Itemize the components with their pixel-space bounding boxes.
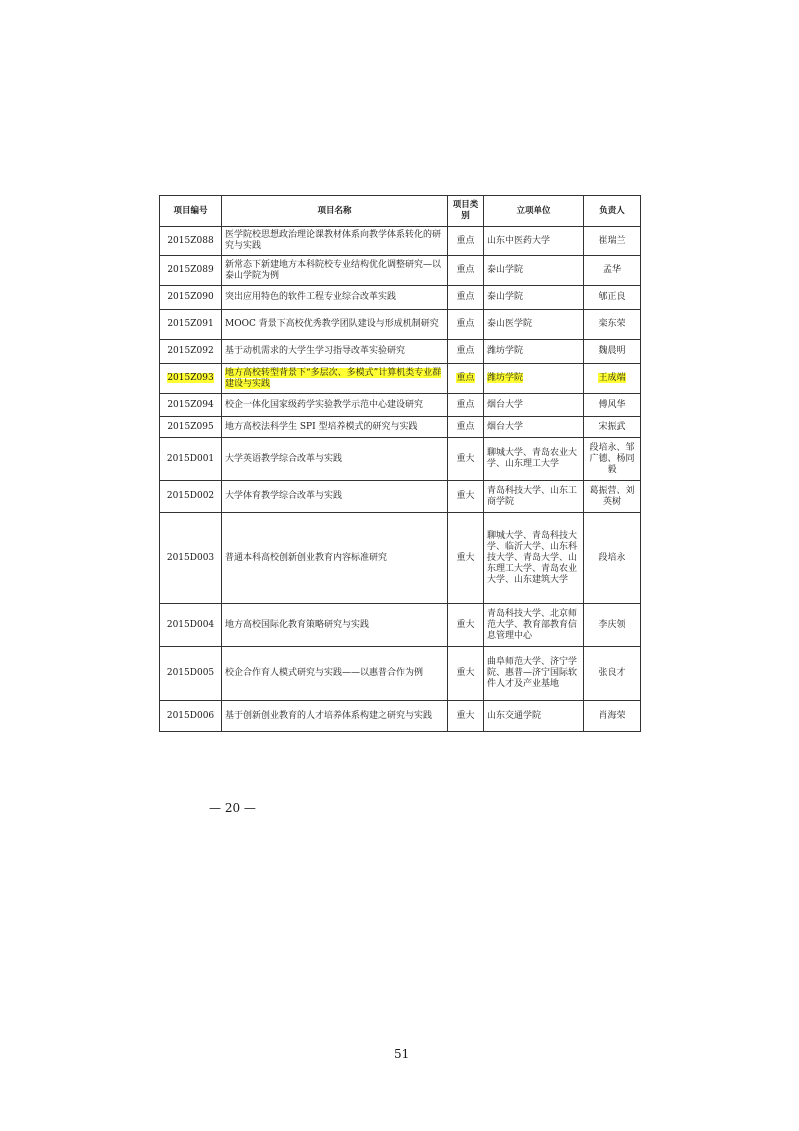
cell-id-text: 2015Z092 bbox=[167, 346, 214, 356]
cell-id bbox=[160, 340, 222, 364]
cell-unit bbox=[484, 481, 584, 513]
cell-type bbox=[448, 227, 484, 256]
cell-lead bbox=[584, 417, 641, 438]
table-row bbox=[160, 701, 641, 732]
cell-lead-text: 宋振武 bbox=[598, 421, 626, 432]
cell-id-text: 2015Z088 bbox=[167, 235, 214, 246]
cell-type bbox=[448, 310, 484, 340]
cell-type bbox=[448, 256, 484, 286]
cell-id-text: 2015Z094 bbox=[167, 399, 214, 410]
cell-name bbox=[222, 227, 448, 256]
cell-name bbox=[222, 647, 448, 701]
cell-name-text: 基于创新创业教育的人才培养体系构建之研究与实践 bbox=[225, 710, 433, 721]
cell-unit-text: 青岛科技大学、山东工商学院 bbox=[487, 485, 578, 507]
cell-id bbox=[160, 227, 222, 256]
project-table bbox=[159, 195, 641, 732]
cell-type bbox=[448, 364, 484, 394]
cell-type bbox=[448, 481, 484, 513]
cell-unit bbox=[484, 394, 584, 417]
cell-id bbox=[160, 513, 222, 604]
cell-type bbox=[448, 513, 484, 604]
cell-id-text: 2015Z093 bbox=[167, 373, 214, 383]
cell-type-text: 重点 bbox=[456, 235, 475, 246]
cell-unit-text: 潍坊学院 bbox=[487, 373, 524, 383]
cell-lead-text: 崔瑞兰 bbox=[598, 235, 626, 246]
cell-name bbox=[222, 364, 448, 394]
table-row bbox=[160, 604, 641, 647]
cell-unit-text: 聊城大学、青岛科技大学、临沂大学、山东科技大学、青岛大学、山东理工大学、青岛农业大学、山东建筑大学 bbox=[487, 530, 578, 585]
cell-unit bbox=[484, 227, 584, 256]
cell-lead-text: 魏晨明 bbox=[598, 346, 626, 356]
cell-name bbox=[222, 481, 448, 513]
cell-unit bbox=[484, 604, 584, 647]
cell-type-text: 重大 bbox=[456, 619, 475, 630]
cell-lead-text: 张良才 bbox=[598, 668, 626, 678]
cell-type-text: 重大 bbox=[456, 552, 475, 563]
cell-type bbox=[448, 701, 484, 732]
cell-type bbox=[448, 604, 484, 647]
cell-lead bbox=[584, 604, 641, 647]
cell-name bbox=[222, 394, 448, 417]
cell-lead bbox=[584, 256, 641, 286]
cell-unit bbox=[484, 340, 584, 364]
cell-lead bbox=[584, 438, 641, 481]
cell-lead bbox=[584, 364, 641, 394]
cell-name bbox=[222, 513, 448, 604]
cell-lead-text: 王成端 bbox=[598, 373, 626, 383]
cell-lead-text: 段培永、邹广德、杨同毅 bbox=[589, 442, 635, 475]
cell-unit-text: 烟台大学 bbox=[487, 399, 524, 410]
cell-lead-text: 郇正良 bbox=[598, 292, 626, 302]
cell-type-text: 重大 bbox=[456, 453, 475, 464]
cell-id bbox=[160, 438, 222, 481]
cell-id-text: 2015Z090 bbox=[167, 292, 214, 302]
table-row bbox=[160, 227, 641, 256]
cell-type-text: 重大 bbox=[456, 668, 475, 678]
cell-name bbox=[222, 286, 448, 310]
table-row bbox=[160, 310, 641, 340]
cell-name-text: MOOC 背景下高校优秀教学团队建设与形成机制研究 bbox=[225, 319, 439, 329]
cell-unit bbox=[484, 647, 584, 701]
cell-unit bbox=[484, 310, 584, 340]
cell-lead bbox=[584, 310, 641, 340]
cell-type-text: 重点 bbox=[456, 373, 475, 383]
table-row bbox=[160, 364, 641, 394]
cell-name bbox=[222, 256, 448, 286]
cell-name-text: 基于动机需求的大学生学习指导改革实验研究 bbox=[225, 346, 406, 356]
cell-id bbox=[160, 647, 222, 701]
cell-lead-text: 肖海荣 bbox=[598, 710, 626, 721]
cell-type-text: 重点 bbox=[456, 399, 475, 410]
cell-id bbox=[160, 481, 222, 513]
cell-name bbox=[222, 438, 448, 481]
cell-id-text: 2015D006 bbox=[166, 710, 215, 721]
cell-name bbox=[222, 604, 448, 647]
page-number: 51 bbox=[394, 1047, 410, 1061]
table-row bbox=[160, 417, 641, 438]
cell-id-text: 2015D004 bbox=[166, 619, 215, 630]
header-name: 项目名称 bbox=[222, 196, 448, 227]
cell-name bbox=[222, 310, 448, 340]
cell-lead bbox=[584, 340, 641, 364]
cell-lead-text: 栾东荣 bbox=[598, 319, 626, 329]
header-id: 项目编号 bbox=[160, 196, 222, 227]
cell-id-text: 2015D003 bbox=[166, 552, 215, 563]
page-footer-label: — 20 — bbox=[209, 801, 256, 815]
cell-unit-text: 曲阜师范大学、济宁学院、惠普—济宁国际软件人才及产业基地 bbox=[487, 657, 578, 689]
cell-id-text: 2015D001 bbox=[166, 453, 215, 464]
cell-name-text: 校企一体化国家级药学实验教学示范中心建设研究 bbox=[225, 399, 424, 410]
cell-unit bbox=[484, 286, 584, 310]
cell-type bbox=[448, 647, 484, 701]
cell-id bbox=[160, 604, 222, 647]
cell-id-text: 2015Z089 bbox=[167, 265, 214, 275]
cell-unit bbox=[484, 417, 584, 438]
cell-lead bbox=[584, 481, 641, 513]
cell-unit-text: 泰山医学院 bbox=[487, 319, 533, 329]
cell-name-text: 地方高校转型背景下“多层次、多模式”计算机类专业群建设与实践 bbox=[225, 367, 442, 389]
cell-unit bbox=[484, 513, 584, 604]
cell-id-text: 2015Z091 bbox=[167, 319, 214, 329]
cell-type bbox=[448, 417, 484, 438]
table-row bbox=[160, 394, 641, 417]
header-unit: 立项单位 bbox=[484, 196, 584, 227]
cell-lead-text: 李庆领 bbox=[598, 619, 626, 630]
cell-id bbox=[160, 364, 222, 394]
table-row bbox=[160, 438, 641, 481]
cell-type-text: 重点 bbox=[456, 421, 475, 432]
table-row bbox=[160, 513, 641, 604]
cell-id bbox=[160, 394, 222, 417]
header-lead: 负责人 bbox=[584, 196, 641, 227]
cell-lead-text: 孟华 bbox=[602, 265, 621, 275]
cell-type-text: 重点 bbox=[456, 319, 475, 329]
cell-id bbox=[160, 286, 222, 310]
cell-name-text: 普通本科高校创新创业教育内容标准研究 bbox=[225, 552, 388, 563]
cell-type-text: 重点 bbox=[456, 265, 475, 275]
cell-unit-text: 聊城大学、青岛农业大学、山东理工大学 bbox=[487, 448, 578, 469]
cell-lead-text: 傅风华 bbox=[598, 399, 626, 410]
cell-lead bbox=[584, 286, 641, 310]
cell-lead bbox=[584, 647, 641, 701]
cell-id-text: 2015D005 bbox=[166, 668, 215, 678]
cell-type bbox=[448, 394, 484, 417]
table-row bbox=[160, 286, 641, 310]
cell-lead bbox=[584, 394, 641, 417]
cell-lead bbox=[584, 701, 641, 732]
cell-unit bbox=[484, 438, 584, 481]
cell-unit-text: 山东中医药大学 bbox=[487, 235, 551, 246]
cell-unit-text: 青岛科技大学、北京师范大学、教育部教育信息管理中心 bbox=[487, 608, 578, 641]
cell-name-text: 新常态下新建地方本科院校专业结构优化调整研究—以泰山学院为例 bbox=[225, 259, 442, 281]
table-row bbox=[160, 481, 641, 513]
cell-name bbox=[222, 701, 448, 732]
cell-unit-text: 泰山学院 bbox=[487, 292, 524, 302]
cell-id-text: 2015D002 bbox=[166, 491, 215, 501]
table-body bbox=[160, 227, 641, 732]
cell-name-text: 校企合作育人模式研究与实践——以惠普合作为例 bbox=[225, 668, 424, 678]
cell-type-text: 重大 bbox=[456, 710, 475, 721]
cell-unit-text: 潍坊学院 bbox=[487, 346, 524, 356]
cell-lead bbox=[584, 227, 641, 256]
cell-name-text: 突出应用特色的软件工程专业综合改革实践 bbox=[225, 292, 397, 302]
cell-unit bbox=[484, 256, 584, 286]
cell-lead-text: 葛振营、刘英树 bbox=[589, 485, 635, 507]
cell-name-text: 地方高校法科学生 SPI 型培养模式的研究与实践 bbox=[225, 421, 418, 432]
cell-type-text: 重点 bbox=[456, 292, 475, 302]
cell-type bbox=[448, 438, 484, 481]
cell-type bbox=[448, 286, 484, 310]
cell-unit-text: 山东交通学院 bbox=[487, 710, 542, 721]
cell-name-text: 大学体育教学综合改革与实践 bbox=[225, 491, 343, 501]
cell-unit bbox=[484, 701, 584, 732]
cell-lead bbox=[584, 513, 641, 604]
cell-id bbox=[160, 310, 222, 340]
cell-type-text: 重点 bbox=[456, 346, 475, 356]
cell-lead-text: 段培永 bbox=[598, 552, 626, 563]
cell-unit-text: 泰山学院 bbox=[487, 265, 524, 275]
cell-name-text: 大学英语教学综合改革与实践 bbox=[225, 453, 343, 464]
cell-id bbox=[160, 417, 222, 438]
header-type: 项目类别 bbox=[448, 196, 484, 227]
cell-id bbox=[160, 256, 222, 286]
table-header-row bbox=[160, 196, 641, 227]
cell-id-text: 2015Z095 bbox=[167, 421, 214, 432]
cell-unit-text: 烟台大学 bbox=[487, 421, 524, 432]
cell-id bbox=[160, 701, 222, 732]
cell-name-text: 医学院校思想政治理论课教材体系向教学体系转化的研究与实践 bbox=[225, 230, 442, 251]
cell-name-text: 地方高校国际化教育策略研究与实践 bbox=[225, 619, 370, 630]
cell-unit bbox=[484, 364, 584, 394]
cell-type bbox=[448, 340, 484, 364]
cell-type-text: 重大 bbox=[456, 491, 475, 501]
table-row bbox=[160, 340, 641, 364]
cell-name bbox=[222, 417, 448, 438]
table-row bbox=[160, 647, 641, 701]
table-row bbox=[160, 256, 641, 286]
cell-name bbox=[222, 340, 448, 364]
